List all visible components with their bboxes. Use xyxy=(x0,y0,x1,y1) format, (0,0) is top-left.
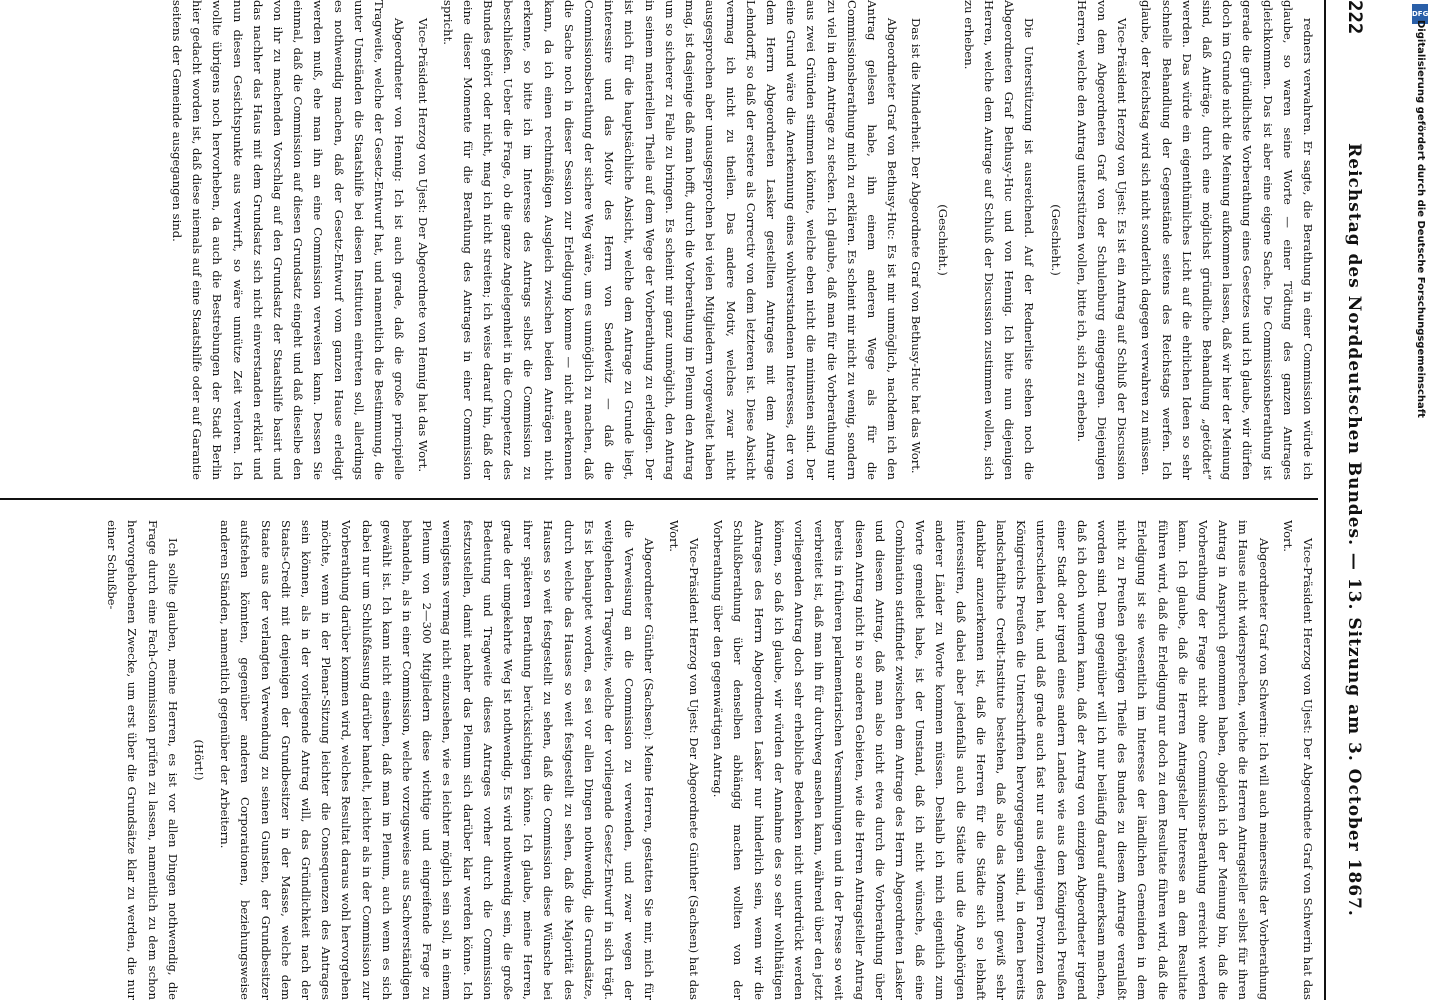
digitization-credit xyxy=(1410,20,1426,980)
paragraph: Vice-Präsident Herzog von Ujest: Der Abgeordnete Günther (Sachsen) hat das Wort. xyxy=(666,520,701,1000)
page-title: Reichstag des Norddeutschen Bundes. — 13. Sitzung am 3. October 1867. xyxy=(1344,143,1364,917)
paragraph: Abgeordneter Graf von Bethusy-Huc: Es ist mir unmöglich, nachdem ich den Antrag gelesen habe, ihn einem anderen Wege als für die Commissionsberathung mich zu erklären. Es scheint mir nicht zu wenig, sondern zu viel in dem Antrage zu stecken. Ich glaube, daß man für die Vorberathung nur aus zwei Gründen stimmen könnte, welche eben nicht die minimsten sind. Der eine Grund wäre die Anerkennung eines wohlverstandenen Interesses, der von dem Herrn Abgeordneten Lasker gestellten Antrages mit dem Antrage Lehndorff, so daß der erstere als Correctiv von dem letzteren ist. Diese Absicht vermag ich nicht zu theilen. Das andere Motiv, welches zwar nicht ausgesprochen aber unausgesprochen bei vielen Mitgliedern vorgewaltet haben mag, ist dasjenige daß man hofft, durch die Vorberathung im Plenum den Antrag um so sicherer zu Falle zu bringen. Es scheint mir ganz unmöglich, den Antrag in seinem materiellen Theile auf dem Wege der Vorberathung zu erledigen. Der ist mich für die hauptsächliche Absicht, welche dem Antrage zu Grunde liegt, interessire und das Motiv des Herrn von Sendewitz — daß die Commissionsberathung der sichere Weg wäre, um es unmöglich zu machen, daß die Sache noch in dieser Session zur Erledigung komme — nicht anerkennen kann, da ich einen rechtmäßigen Ausgleich zwischen beiden Anträgen nicht erkenne, so bitte ich im Interesse des Antrags selbst die Commission zu beschließen. Ueber die Frage, ob die ganze Angelegenheit in die Competenz des Bundes gehört oder nicht, mag ich nicht streiten; ich weise darauf hin, daß der eine dieser Momente für die Berathung des Antrages in einer Commission spricht. xyxy=(440,0,900,480)
column-divider xyxy=(0,498,1318,500)
paragraph: Abgeordneter Günther (Sachsen): Meine Herren, gestatten Sie mir, mich für die Verweisung an die Commission zu verwenden, und zwar wegen der weitgehenden Tragweite, welche der vorliegende Gesetz-Entwurf in sich trägt. Es ist behauptet worden, es sei vor allen Dingen nothwendig, die Grundsätze, durch welche das Hauses so weit festgestellt zu sehen, daß die Majorität des Hauses so weit festgestellt zu sehen, daß die Commission diese Wünsche bei ihrer späteren Berathung berücksichtigen könne. Ich glaube, meine Herren, grade der umgekehrte Weg ist nothwendig. Es wird nothwendig sein, die große Bedeutung und Tragweite dieses Antrages vorher durch die Commission festzustellen, damit nachher das Plenum sich darüber klar werden könne. Ich wenigstens vermag nicht einzusehen, wie es leichter möglich sein soll, in einem Plenum von 2—300 Mitgliedern diese wichtige und eingreifende Frage zu behandeln, als in einer Commission, welche vorzugsweise aus Sachverständigen gewählt ist. Ich kann nicht einsehen, daß man im Plenum, auch wenn es sich dabei nur um Schlußfassung darüber handelt, leichter als in der Commission zur Vorberathung darüber kommen wird, welches Resultat daraus wohl hervorgehen möchte, wenn in der Plenar-Sitzung leichter die Consequenzen des Antrages sein können, als in der vorliegende Antrag will, das Gründlichkeit nach der Staats-Credit mit denjenigen der Grundbesitzer in der Masse, welche dem Staate aus der verlangten Verwendung zu seinen Gunsten, der Grundbesitzer aufstehen könnten, gegenüber anderen Corporationen, beziehungsweise anderen Ständen, namentlich gegenüber der Arbeitern. xyxy=(218,520,657,1000)
stage-direction: (Geschieht.) xyxy=(1048,204,1063,276)
paragraph: Vice-Präsident Herzog von Ujest: Es ist ein Antrag auf Schluß der Discussion von dem Abgeordneten Graf von der Schulenburg eingegangen. Diejenigen Herren, welche den Antrag unterstützen wollen, bitte ich, sich zu erheben. xyxy=(1074,0,1130,480)
paragraph: Ich sollte glauben, meine Herren, es ist vor allen Dingen nothwendig, die Frage durch eine Fach-Commission prüfen zu lassen, namentlich zu dem schon hervorgehobenen Zwecke, um erst über die Grundsätze klar zu werden, die nur einer Schußbe- xyxy=(105,520,180,1000)
stage-direction: (Hört!) xyxy=(192,739,207,781)
paragraph: Abgeordneter Graf von Schwerin: Ich will auch meinerseits der Vorberathung im Hause nicht widersprechen, welche die Herren Antragsteller selbst für ihren Antrag in Anspruch genommen haben, obgleich ich der Meinung bin, daß die Vorberathung der Frage nicht ohne Commissions-Berathung erreicht werden kann. Ich glaube, daß die Herren Antragsteller Interesse an dem Resultate führen wird, daß die Erledigung nur doch zu dem Resultate führen wird, daß die Erledigung ist sie wesentlich im Interesse der ländlichen Gemeinden in dem nicht zu Preußen gehörigen Theile des Bundes zu diesem Antrage veranlaßt worden sind. Dem gegenüber will ich nur beiläufig darauf aufmerksam machen, daß ich doch wundern kann, daß der Antrag von einzigen Abgeordneter irgend einer Stadt oder irgend eines andern Landes wie aus dem Königreich Preußen unterschieden hat, und daß grade auch fast nur aus denjenigen Provinzen des Königreichs Preußen die Unterschriften hervorgegangen sind, in denen bereits landschaftliche Credit-Institute bestehen, daß also das Moment gewiß sehr dankbar anzuerkennen ist, daß die Herren für die Städte sich so lebhaft interessiren, daß dabei aber jedenfalls auch die Städte und die Angehörigen anderer Länder zu Worte kommen müssen. Deshalb ich mich eigentlich zum Worte gemeldet habe, ist der Umstand, daß ich nicht wünsche, daß eine Combination stattfindet zwischen dem Antrage des Herrn Abgeordneten Lasker und diesem Antrag, daß man also nicht etwa durch die Vorberathung über diesen Antrag nicht in so anderen Gebieten, wie die Herren Antragsteller Antrag bereits in früheren parlamentarischen Versammlungen und in der Presse so weit verbreitet ist, daß man ihn für durchweg ansehen kann, während über den jetzt vorliegenden Antrag doch sehr erhebliche Bedenken nicht unterdrückt werden können, so daß ich glaube, wir würden der Annahme des so sehr wohlthätigen Antrages des Herrn Abgeordneten Lasker nur hinderlich sein, wenn wir die Schlußberathung über denselben abhängig machen wollten von der Vorberathung über den gegenwärtigen Antrag. xyxy=(711,520,1271,1000)
page-number: 222 xyxy=(1344,0,1366,35)
paragraph: Das ist die Minderheit. Der Abgeordnete Graf von Bethusy-Huc hat das Wort. xyxy=(909,18,924,474)
paragraph: Vice-Präsident Herzog von Ujest: Der Abgeordnete von Hennig hat das Wort. xyxy=(416,18,431,473)
credit-text: Digitalisierung gefördert durch die Deutsche Forschungsgemeinschaft xyxy=(1415,20,1426,418)
paragraph: Vice-Präsident Herzog von Ujest: Der Abgeordnete Graf von Schwerin hat das Wort. xyxy=(1280,520,1315,1000)
paragraph: redners verwahren. Er sagte, die Berathung in einer Commission würde ich glaube, so waren seine Worte — einer Tödtung des ganzen Antrages gleichkommen. Das ist aber eine eigene Sache. Die Commissionsberathung ist gerade die gründlichste Vorberathung eines Gesetzes und ich glaube, wir dürfen doch im Grunde nicht die Meinung aufkommen lassen, daß wir hier der Meinung sind, daß Anträge, durch eine möglichst gründliche Behandlung „getödtet“ werden. Das würde ein eigenthümliches Licht auf die ehrlichen Ideen so sehr schnelle Behandlung der Gegenstände seitens des Reichstags werfen. Ich glaube, der Reichstag wird sich nicht sonderlich dagegen verwahren zu müssen. xyxy=(1139,0,1315,480)
left-column xyxy=(0,0,1318,480)
paragraph: Die Unterstützung ist ausreichend. Auf der Rednerliste stehen noch die Abgeordneten Graf Bethusy-Huc und von Hennig. Ich bitte nun diejenigen Herren, welche dem Antrage auf Schluß der Discussion zustimmen wollen, sich zu erheben. xyxy=(961,0,1037,480)
dfg-logo: DFG xyxy=(1412,4,1428,24)
stage-direction: (Geschieht.) xyxy=(935,204,950,276)
right-column xyxy=(0,520,1318,1000)
page-header xyxy=(1324,0,1370,1000)
paragraph: Abgeordneter von Hennig: Ich ist auch grade, daß die große principielle Tragweite, welche der Gesetz-Entwurf hat, und namentlich die Bestimmung, die unter Umständen die Staatshilfe bei diesen Instituten eintreten soll, allerdings es nothwendig machen, daß der Gesetz-Entwurf vom ganzen Hause erledigt werden muß, ehe man ihn an eine Commission verweisen kann. Dessen Sie einmal, daß die Commission auf diesen Grundsatz eingeht und daß dieselbe den von ihr zu machenden Vorschlag auf den Grundsatz der Staatshilfe basirt und das nachher das Haus mit dem Grundsatz sich nicht einverstanden erklärt und nun diesen Gesichtspunkte aus verwirft, so wäre unnütze Zeit verloren. Ich wollte übrigens noch hervorheben, da auch die Bestrebungen der Stadt Berlin hier gedacht worden ist, daß diese niemals auf eine Staatshilfe oder auf Garantie seitens der Gemeinde ausgegangen sind. xyxy=(170,0,407,480)
